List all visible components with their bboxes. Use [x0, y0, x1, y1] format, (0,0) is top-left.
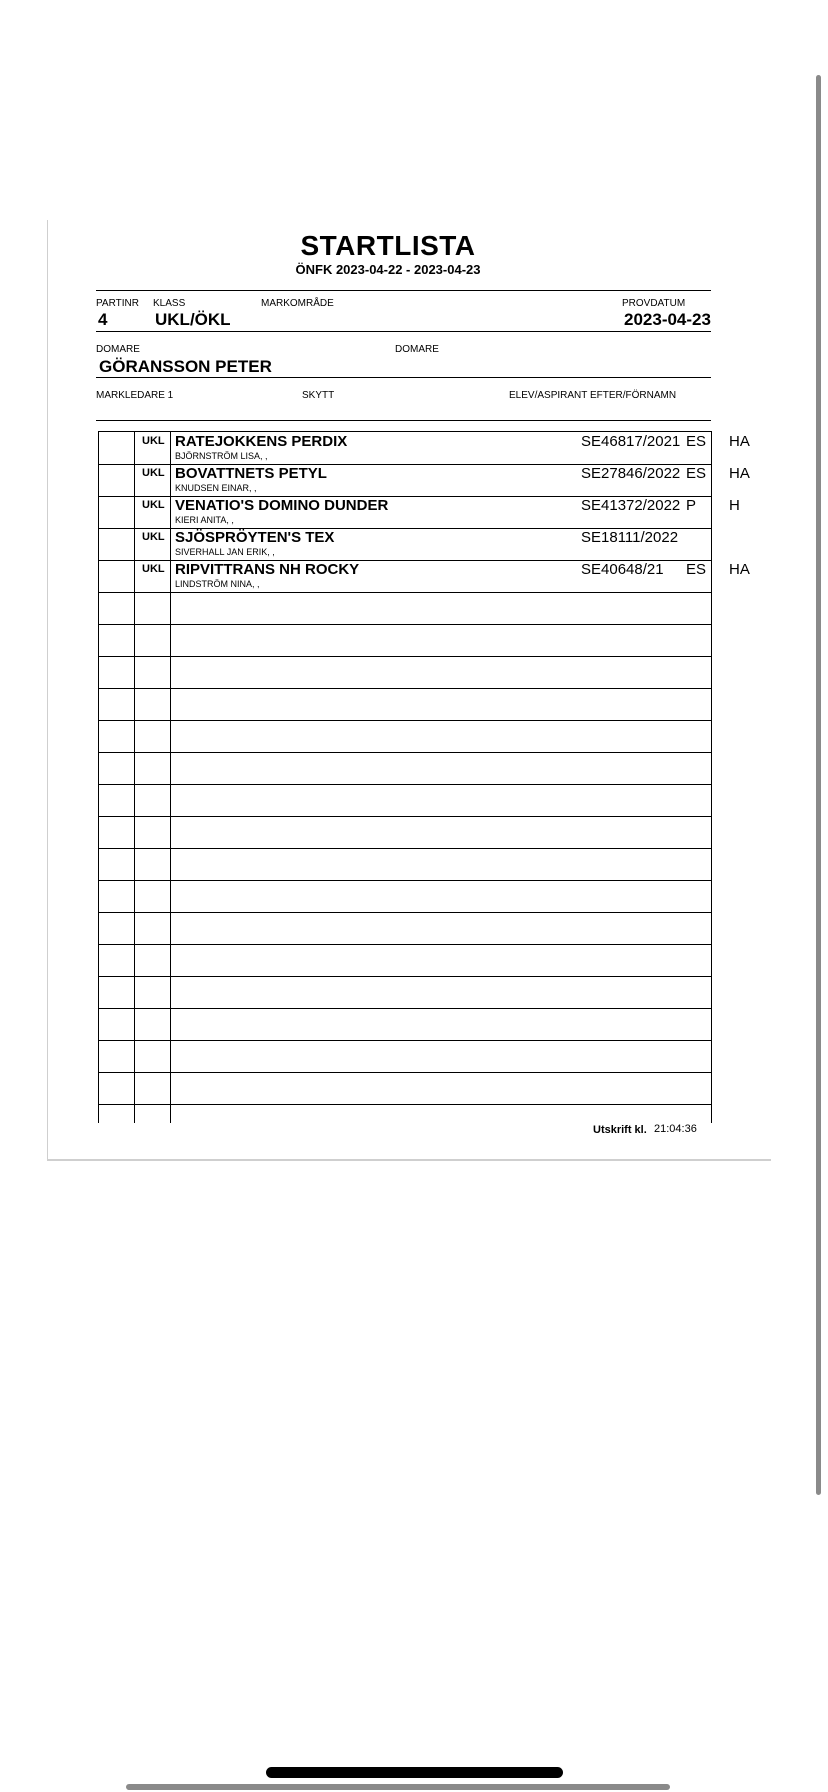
entry-col2: HA	[729, 561, 750, 578]
domare-label-2: DOMARE	[395, 344, 439, 355]
klass-label: KLASS	[153, 298, 186, 309]
empty-row	[99, 720, 711, 753]
entry-reg-number: SE40648/21	[581, 561, 664, 578]
empty-row	[99, 944, 711, 977]
startlist-table	[98, 431, 750, 1123]
table-row	[99, 464, 750, 497]
klass-value: UKL/ÖKL	[155, 310, 231, 329]
entry-dog-name: BOVATTNETS PETYL	[175, 465, 327, 482]
divider	[96, 290, 711, 291]
vertical-scrollbar[interactable]	[816, 75, 821, 1495]
empty-row	[99, 912, 711, 945]
entry-dog-name: RIPVITTRANS NH ROCKY	[175, 561, 360, 578]
empty-row	[99, 1072, 711, 1105]
empty-row	[99, 784, 711, 817]
entry-reg-number: SE41372/2022	[581, 497, 681, 514]
print-time-label: Utskrift kl.	[593, 1124, 647, 1136]
provdatum-label: PROVDATUM	[622, 298, 686, 309]
home-indicator[interactable]	[266, 1767, 563, 1778]
document-subtitle: ÖNFK 2023-04-22 - 2023-04-23	[295, 262, 481, 277]
empty-row	[99, 624, 711, 657]
entry-owner: LINDSTRÖM NINA, ,	[175, 579, 260, 589]
empty-row	[99, 752, 711, 785]
markledare-label: MARKLEDARE 1	[96, 390, 174, 401]
skytt-label: SKYTT	[302, 390, 335, 401]
entry-col1: ES	[686, 433, 707, 450]
empty-row	[99, 1008, 711, 1041]
divider	[96, 377, 711, 378]
entry-class: UKL	[142, 467, 165, 479]
provdatum-value: 2023-04-23	[624, 310, 711, 329]
table-row	[99, 528, 711, 561]
entry-col1: ES	[686, 465, 707, 482]
markomrade-label: MARKOMRÅDE	[261, 298, 334, 309]
partinr-label: PARTINR	[96, 298, 139, 309]
horizontal-scrollbar[interactable]	[126, 1784, 670, 1790]
empty-row	[99, 816, 711, 849]
entry-owner: SIVERHALL JAN ERIK, ,	[175, 547, 275, 557]
entry-class: UKL	[142, 499, 165, 511]
entry-dog-name: VENATIO'S DOMINO DUNDER	[175, 497, 389, 514]
entry-col2: HA	[729, 433, 750, 450]
entry-col1: ES	[686, 561, 707, 578]
document-page	[47, 220, 771, 1161]
empty-row	[99, 592, 711, 625]
entry-col1: P	[686, 497, 697, 514]
elev-label: ELEV/ASPIRANT EFTER/FÖRNAMN	[509, 390, 677, 401]
entry-reg-number: SE18111/2022	[581, 529, 679, 546]
entry-reg-number: SE27846/2022	[581, 465, 681, 482]
print-time-value: 21:04:36	[654, 1123, 697, 1135]
empty-row	[99, 656, 711, 689]
divider	[96, 331, 711, 332]
entry-class: UKL	[142, 531, 165, 543]
empty-row	[99, 880, 711, 913]
empty-row	[99, 976, 711, 1009]
table-row	[99, 496, 740, 529]
empty-row	[99, 1040, 711, 1073]
entry-col2: H	[729, 497, 740, 514]
document-title: STARTLISTA	[300, 230, 476, 261]
entry-owner: KIERI ANITA, ,	[175, 515, 234, 525]
table-row	[99, 560, 750, 593]
domare-label-1: DOMARE	[96, 344, 140, 355]
table-row	[99, 432, 750, 465]
entry-class: UKL	[142, 435, 165, 447]
entry-reg-number: SE46817/2021	[581, 433, 681, 450]
entry-owner: KNUDSEN EINAR, ,	[175, 483, 257, 493]
entry-dog-name: RATEJOKKENS PERDIX	[175, 433, 348, 450]
domare-value-1: GÖRANSSON PETER	[99, 357, 272, 376]
divider	[96, 420, 711, 421]
entry-col2: HA	[729, 465, 750, 482]
entry-dog-name: SJÖSPRÖYTEN'S TEX	[175, 529, 335, 546]
entry-owner: BJÖRNSTRÖM LISA, ,	[175, 451, 268, 461]
empty-row	[99, 848, 711, 881]
empty-row	[99, 688, 711, 721]
entry-class: UKL	[142, 563, 165, 575]
partinr-value: 4	[98, 310, 108, 329]
